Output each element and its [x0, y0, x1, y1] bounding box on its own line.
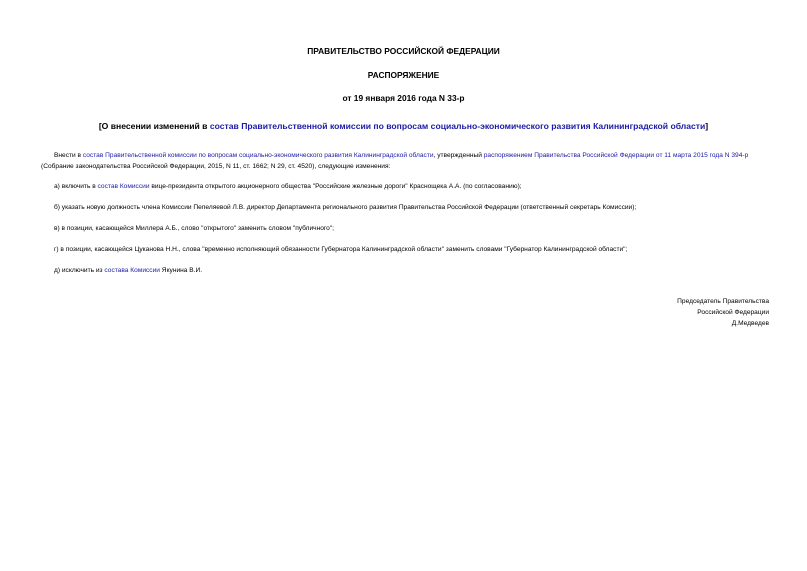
item-e: [41, 265, 771, 276]
item-a-text-1: а) включить в: [54, 183, 98, 190]
title-commission-link[interactable]: состав Правительственной комиссии по вопросам социально-экономического развития Калининградской области: [209, 121, 706, 131]
item-e-text-2: Якунина В.И.: [159, 267, 203, 274]
government-heading: ПРАВИТЕЛЬСТВО РОССИЙСКОЙ ФЕДЕРАЦИИ: [307, 46, 500, 56]
intro-order-link[interactable]: распоряжением Правительства Российской Федерации от 11 марта 2015 года N 394-р: [483, 152, 749, 159]
item-b: б) указать новую должность члена Комиссии Пепеляевой Л.В. директор Департамента регионального развития Правительства Российской Федерации (ответственный секретарь Комиссии);: [54, 204, 637, 211]
item-e-commission-link[interactable]: состава Комиссии: [104, 267, 160, 274]
signature-country: Российской Федерации: [697, 309, 769, 316]
item-d: г) в позиции, касающейся Цуканова Н.Н., слова "временно исполняющий обязанности Губернатора Калининградской области" заменить словами "Губернатор Калининградской области";: [54, 246, 628, 253]
item-c: в) в позиции, касающейся Миллера А.Б., слово "открытого" заменить словом "публичного";: [54, 225, 334, 232]
item-a-commission-link[interactable]: состав Комиссии: [97, 183, 150, 190]
intro-commission-link[interactable]: состав Правительственной комиссии по вопросам социально-экономического развития Калининградской области: [82, 152, 434, 159]
signature-title: Председатель Правительства: [677, 298, 769, 305]
item-a: [41, 181, 771, 192]
title-open-text: [О внесении изменений в: [98, 121, 210, 131]
intro-paragraph: [41, 150, 771, 172]
intro-text-3: (Собрание законодательства Российской Федерации, 2015, N 11, ст. 1662; N 29, ст. 4520), следующие изменения:: [41, 163, 391, 170]
intro-text-2: , утвержденный: [433, 152, 484, 159]
item-e-text-1: д) исключить из: [54, 267, 105, 274]
document-date-number: от 19 января 2016 года N 33-р: [342, 93, 465, 103]
item-a-text-2: вице-президента открытого акционерного общества "Российские железные дороги" Краснощека А.А. (по согласованию);: [149, 183, 522, 190]
document-type-heading: РАСПОРЯЖЕНИЕ: [367, 70, 440, 80]
signature-name: Д.Медведев: [731, 320, 769, 327]
title-close-text: ]: [705, 121, 709, 131]
intro-text-1: Внести в: [54, 152, 83, 159]
signature-block: [677, 296, 769, 329]
document-title: [0, 121, 807, 131]
